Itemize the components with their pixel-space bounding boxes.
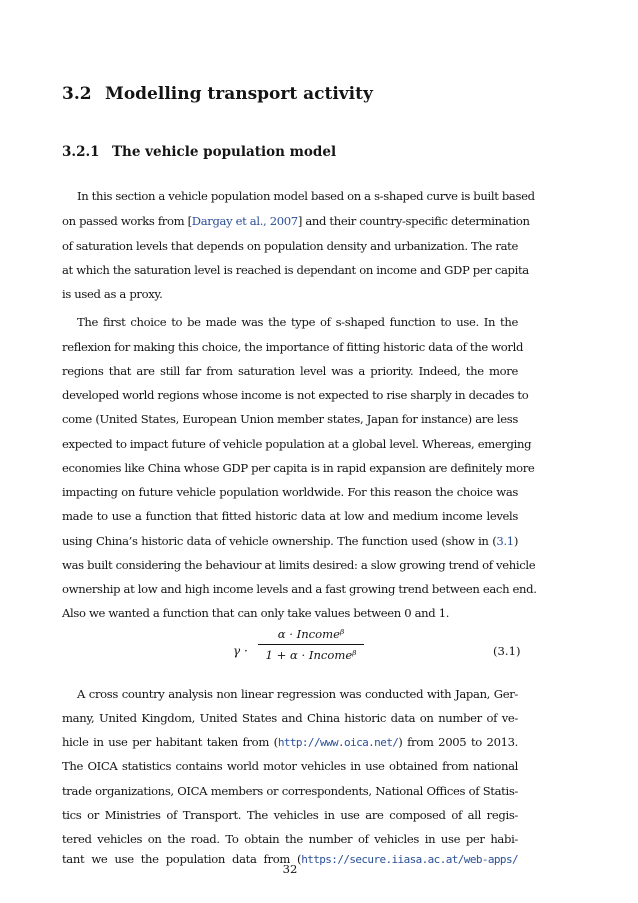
- paragraph-line: tics or Ministries of Transport. The vehicles in use are composed of all regis-: [62, 808, 518, 822]
- paragraph-line: trade organizations, OICA members or correspondents, National Offices of Statis-: [62, 784, 518, 798]
- section-heading: [62, 84, 373, 104]
- paragraph-line: economies like China whose GDP per capita is in rapid expansion are definitely more: [62, 461, 535, 475]
- section-title: Modelling transport activity: [105, 84, 373, 104]
- paragraph-line: regions that are still far from saturation level was a priority. Indeed, the more: [62, 364, 518, 378]
- paragraph-line: In this section a vehicle population model based on a s-shaped curve is built based: [77, 189, 535, 203]
- paragraph-line: The OICA statistics contains world motor vehicles in use obtained from national: [62, 759, 518, 773]
- text-run: ] and their country-specific determination: [297, 214, 530, 228]
- paragraph-line: at which the saturation level is reached is dependant on income and GDP per capita: [62, 263, 529, 277]
- text-run: ): [515, 644, 521, 658]
- paragraph-line: many, United Kingdom, United States and China historic data on number of ve-: [62, 711, 518, 725]
- subsection-number: 3.2.1: [62, 144, 100, 160]
- iiasa-url-link[interactable]: https://secure.iiasa.ac.at/web-apps/: [301, 853, 518, 866]
- paragraph-line: The first choice to be made was the type of s-shaped function to use. In the: [77, 315, 518, 329]
- equation-denominator: 1 + α · Incomeᵝ: [265, 648, 357, 662]
- subsection-heading: [62, 144, 336, 160]
- paragraph-line: [62, 734, 518, 751]
- subsection-title: The vehicle population model: [112, 144, 337, 160]
- text-run: using China’s historic data of vehicle ownership. The function used (show in (: [62, 534, 497, 548]
- paragraph-line: [62, 533, 518, 549]
- paragraph-line: developed world regions whose income is not expected to rise sharply in decades to: [62, 388, 529, 402]
- paragraph-line: tered vehicles on the road. To obtain the number of vehicles in use per habi-: [62, 832, 518, 846]
- equation-block: [0, 626, 638, 676]
- equation-numerator: α · Incomeᵝ: [277, 627, 345, 641]
- text-run: on passed works from [: [62, 214, 192, 228]
- paragraph-line: impacting on future vehicle population worldwide. For this reason the choice was: [62, 485, 518, 499]
- paragraph-line: reflexion for making this choice, the importance of fitting historic data of the world: [62, 340, 524, 354]
- fraction-bar: [258, 644, 364, 645]
- paragraph-line: made to use a function that fitted historic data at low and medium income levels: [62, 509, 518, 523]
- paragraph-line: of saturation levels that depends on population density and urbanization. The rate: [62, 239, 518, 253]
- paragraph-line: is used as a proxy.: [62, 287, 163, 301]
- paragraph-line: Also we wanted a function that can only take values between 0 and 1.: [62, 606, 450, 620]
- equation-ref-link[interactable]: 3.1: [496, 534, 514, 548]
- paragraph-line: was built considering the behaviour at limits desired: a slow growing trend of vehicle: [62, 558, 536, 572]
- equation-prefix: γ ·: [233, 644, 248, 658]
- page-number: 32: [282, 862, 298, 876]
- text-run: ) from 2005 to 2013.: [398, 735, 519, 749]
- text-run: ): [513, 534, 518, 548]
- equation-number: 3.1: [497, 644, 516, 658]
- text-run: hicle in use per habitant taken from (: [62, 735, 278, 749]
- paragraph-line: A cross country analysis non linear regression was conducted with Japan, Ger-: [77, 687, 518, 701]
- equation-label: [493, 644, 521, 658]
- paragraph-line: [62, 213, 530, 229]
- paragraph-line: ownership at low and high income levels and a fast growing trend between each end.: [62, 582, 537, 596]
- text-run: tant we use the population data from (: [62, 852, 302, 866]
- paragraph-line: come (United States, European Union member states, Japan for instance) are less: [62, 412, 518, 426]
- oica-url-link[interactable]: http://www.oica.net/: [277, 736, 399, 749]
- text-run: (: [493, 644, 498, 658]
- paragraph-line: expected to impact future of vehicle population at a global level. Whereas, emerging: [62, 437, 532, 451]
- section-number: 3.2: [62, 84, 92, 104]
- equation-fraction: [258, 626, 364, 663]
- citation-link[interactable]: Dargay et al., 2007: [191, 214, 298, 228]
